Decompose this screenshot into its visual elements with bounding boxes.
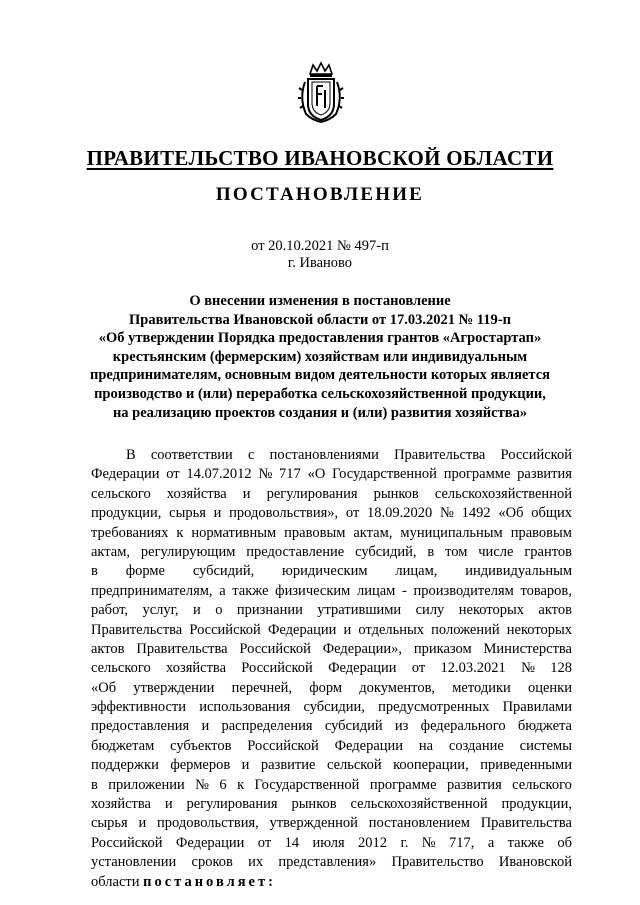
body-word: и xyxy=(213,505,222,522)
body-line xyxy=(91,543,572,562)
body-word: субсидии, xyxy=(303,699,365,716)
body-word: сельскохозяйственной xyxy=(350,796,488,813)
body-word: г. xyxy=(400,834,409,851)
body-line xyxy=(91,814,572,833)
body-word: поддержки xyxy=(91,757,159,774)
body-word: 717, xyxy=(449,834,475,851)
body-word: числе xyxy=(478,543,514,560)
body-word: субсидий xyxy=(324,718,383,735)
subject-line: крестьянским (фермерским) хозяйствам или индивидуальным xyxy=(112,348,528,365)
subject-line: Правительства Ивановской области от 17.03.2021 № 119-п xyxy=(129,311,511,328)
body-word: сельской xyxy=(326,757,382,774)
body-word: муниципальным xyxy=(400,524,503,541)
body-word: 12.03.2021 xyxy=(440,660,506,677)
body-word: в xyxy=(91,563,98,580)
body-word: актов xyxy=(91,640,125,657)
body-word: и xyxy=(164,796,173,813)
body-word: актов xyxy=(538,602,572,619)
body-word: продукции, xyxy=(501,796,572,813)
body-line xyxy=(91,621,572,640)
body-word: от xyxy=(166,466,180,483)
body-word: Федерации xyxy=(91,466,160,483)
body-word: хозяйства xyxy=(91,796,151,813)
body-word: сырья xyxy=(169,505,206,522)
body-word: фермеров xyxy=(170,757,231,774)
body-word: индивидуальным xyxy=(465,563,572,580)
body-word: установлении xyxy=(91,854,177,871)
body-word: развитие xyxy=(260,757,316,774)
body-line xyxy=(91,582,572,601)
body-line xyxy=(91,446,572,465)
body-word: № xyxy=(521,660,535,677)
body-word: актам, xyxy=(353,524,393,541)
body-line xyxy=(91,679,572,698)
body-word: федерального xyxy=(420,718,506,735)
body-word: общих xyxy=(531,505,572,522)
body-word: сельского xyxy=(512,776,572,793)
body-word: хозяйства xyxy=(166,485,227,502)
body-word: № xyxy=(195,776,209,793)
body-line xyxy=(91,717,572,736)
body-word: В xyxy=(126,447,136,463)
body-line xyxy=(91,485,572,504)
body-word: № xyxy=(440,505,454,522)
body-word: продовольствия», xyxy=(229,505,339,522)
body-word: также xyxy=(232,582,269,599)
body-word: сроков xyxy=(191,854,233,871)
body-word: а xyxy=(487,834,495,851)
subject-line: на реализацию проектов создания и (или) развития хозяйства» xyxy=(112,404,528,421)
body-line xyxy=(91,562,572,581)
body-word: Российской xyxy=(241,660,313,677)
body-word: Правительства xyxy=(136,640,228,657)
body-word: № xyxy=(258,466,273,483)
subject-line: предпринимателям, основным видом деятельности которых является xyxy=(90,367,550,384)
body-word: лицам, xyxy=(395,563,438,580)
body-word: нормативным xyxy=(191,524,277,541)
body-word: некоторых xyxy=(458,602,524,619)
body-word: предоставление xyxy=(246,543,345,560)
body-word: создание xyxy=(448,737,504,754)
body-word: субсидий, xyxy=(192,563,255,580)
body-word: - xyxy=(401,582,407,599)
body-word: от xyxy=(345,505,360,522)
body-word: том xyxy=(445,543,468,560)
body-word: предусмотренных xyxy=(378,699,490,716)
body-word: и xyxy=(343,621,352,638)
body-line xyxy=(91,504,572,523)
body-word: Российской xyxy=(91,834,163,851)
body-word: Министерства xyxy=(483,640,572,657)
body-word: работ, xyxy=(91,602,128,619)
body-word: бюджетам xyxy=(91,737,155,754)
body-word: форм xyxy=(309,679,343,696)
body-word: актам, xyxy=(91,543,131,560)
body-word: из xyxy=(394,718,409,735)
body-word: в xyxy=(427,543,435,560)
body-word: развития xyxy=(446,776,502,793)
body-word: рынков xyxy=(373,485,419,502)
body-word: Правительства xyxy=(394,447,486,463)
body-word: и xyxy=(242,485,251,502)
body-word: перечней, xyxy=(231,679,293,696)
body-line xyxy=(91,795,572,814)
subject-line: производство и (или) переработка сельскохозяйственной продукции, xyxy=(94,385,546,402)
body-word: продовольствия, xyxy=(156,815,259,832)
body-word: бюджета xyxy=(517,718,572,735)
body-word: об xyxy=(557,834,572,851)
body-word: приказом xyxy=(413,640,472,657)
body-word: некоторых xyxy=(506,621,572,638)
body-word: Правительства xyxy=(91,621,183,638)
body-word: утверждении xyxy=(133,679,215,696)
body-line xyxy=(91,640,572,659)
body-word: признании xyxy=(236,602,303,619)
body-line xyxy=(91,601,572,620)
body-word: сельского xyxy=(91,660,151,677)
body-word: эффективности xyxy=(91,699,186,716)
body-word: их xyxy=(248,854,264,871)
body-word: от xyxy=(257,834,272,851)
body-word: субъектов xyxy=(170,737,232,754)
body-word: в xyxy=(91,776,98,793)
body-word: оценки xyxy=(527,679,572,696)
body-word: юридическим xyxy=(282,563,368,580)
body-word: Российской xyxy=(189,621,261,638)
body-word: распределения xyxy=(221,718,313,735)
body-word: правовым xyxy=(284,524,346,541)
body-line xyxy=(91,659,572,678)
body-word: «О xyxy=(307,466,326,483)
body-word: продукции, xyxy=(91,505,162,522)
body-word: рынков xyxy=(291,796,337,813)
body-word: также xyxy=(507,834,544,851)
body-word: Российской xyxy=(500,447,572,463)
body-word: требованиях xyxy=(91,524,169,541)
body-word: хозяйства xyxy=(166,660,226,677)
body-word: а xyxy=(219,582,226,599)
resolves-phrase: постановляет: xyxy=(143,873,276,890)
body-word: представления» xyxy=(278,854,377,871)
body-word: утвержденной xyxy=(269,815,358,832)
body-word: Федерации xyxy=(175,834,245,851)
body-word: 717 xyxy=(279,466,301,483)
body-last-line xyxy=(91,873,572,892)
body-line xyxy=(91,465,572,484)
body-word: программе xyxy=(369,776,437,793)
body-word: утратившими xyxy=(317,602,402,619)
body-word: регулирования xyxy=(186,796,278,813)
body-word: Российской xyxy=(239,640,311,657)
body-word: «Об xyxy=(498,505,524,522)
body-word: услуг, xyxy=(142,602,179,619)
body-word: Федерации xyxy=(334,737,404,754)
body-word: июля xyxy=(312,834,345,851)
body-word: постановлением xyxy=(368,815,470,832)
subject-line: О внесении изменения в постановление xyxy=(189,293,451,309)
body-word: и xyxy=(241,757,250,774)
body-word: сельскохозяйственной xyxy=(434,485,572,502)
organization-title: ПРАВИТЕЛЬСТВО ИВАНОВСКОЙ ОБЛАСТИ xyxy=(86,146,554,170)
body-word: 14.07.2012 xyxy=(186,466,252,483)
body-word: Государственной xyxy=(254,776,360,793)
body-line xyxy=(91,737,572,756)
body-paragraph xyxy=(91,446,572,892)
coat-of-arms-icon xyxy=(296,60,346,124)
body-word: 6 xyxy=(219,776,227,793)
body-word: правовым xyxy=(510,524,572,541)
body-word: 14 xyxy=(284,834,300,851)
body-word: положений xyxy=(431,621,500,638)
body-word: предоставления xyxy=(91,718,190,735)
body-word: лицам xyxy=(356,582,396,599)
body-word: сельского xyxy=(91,485,151,502)
body-word: методики xyxy=(452,679,511,696)
body-word: сырья xyxy=(91,815,128,832)
body-word: приведенными xyxy=(480,757,572,774)
body-word: с xyxy=(248,447,255,463)
body-word: документов, xyxy=(359,679,436,696)
body-word: к xyxy=(176,524,184,541)
body-word: соответствии xyxy=(150,447,233,463)
body-line xyxy=(91,834,572,853)
body-line xyxy=(91,776,572,795)
body-word: от xyxy=(411,660,426,677)
body-word: о xyxy=(215,602,223,619)
body-line xyxy=(91,756,572,775)
body-word: грантов xyxy=(524,543,572,560)
body-word: 18.09.2020 xyxy=(367,505,433,522)
date-number: от 20.10.2021 № 497-п xyxy=(251,238,389,254)
body-word: физическим xyxy=(275,582,351,599)
last-line-prefix: области xyxy=(91,873,140,890)
body-word: постановлениями xyxy=(269,447,379,463)
body-word: приложении xyxy=(108,776,185,793)
body-word: товаров, xyxy=(520,582,572,599)
body-word: «Об xyxy=(91,679,117,696)
body-word: на xyxy=(418,737,434,754)
body-line xyxy=(91,524,572,543)
body-word: Ивановской xyxy=(498,854,572,871)
body-word: субсидий, xyxy=(355,543,417,560)
body-word: № xyxy=(421,834,436,851)
body-word: и xyxy=(138,815,147,832)
body-word: Федерации xyxy=(267,621,337,638)
city: г. Иваново xyxy=(287,255,353,271)
body-word: Правительство xyxy=(391,854,484,871)
body-word: предпринимателям, xyxy=(91,582,213,599)
body-word: программе xyxy=(443,466,511,483)
body-word: силу xyxy=(415,602,445,619)
body-word: Федерации xyxy=(328,660,397,677)
body-word: развития xyxy=(517,466,572,483)
body-word: к xyxy=(237,776,245,793)
body-word: Правительства xyxy=(480,815,572,832)
body-word: 2012 xyxy=(358,834,388,851)
body-word: и xyxy=(201,718,210,735)
body-word: использования xyxy=(199,699,291,716)
body-word: системы xyxy=(519,737,572,754)
body-word: отдельных xyxy=(358,621,425,638)
body-word: Государственной xyxy=(332,466,437,483)
body-word: и xyxy=(192,602,201,619)
body-word: кооперации, xyxy=(393,757,469,774)
body-word: регулирующим xyxy=(140,543,236,560)
body-word: Правилами xyxy=(502,699,572,716)
body-word: 1492 xyxy=(461,505,491,522)
body-line xyxy=(91,698,572,717)
body-word: 128 xyxy=(550,660,572,677)
body-word: производителям xyxy=(413,582,514,599)
subject-line: «Об утверждении Порядка предоставления грантов «Агростартап» xyxy=(98,330,542,347)
subject-heading xyxy=(64,292,576,422)
body-word: Федерации», xyxy=(322,640,403,657)
body-word: регулирования xyxy=(266,485,358,502)
body-word: Российской xyxy=(247,737,319,754)
document-type: ПОСТАНОВЛЕНИЕ xyxy=(215,184,425,205)
body-line xyxy=(91,853,572,872)
body-word: форме xyxy=(125,563,165,580)
document-meta xyxy=(0,238,640,272)
